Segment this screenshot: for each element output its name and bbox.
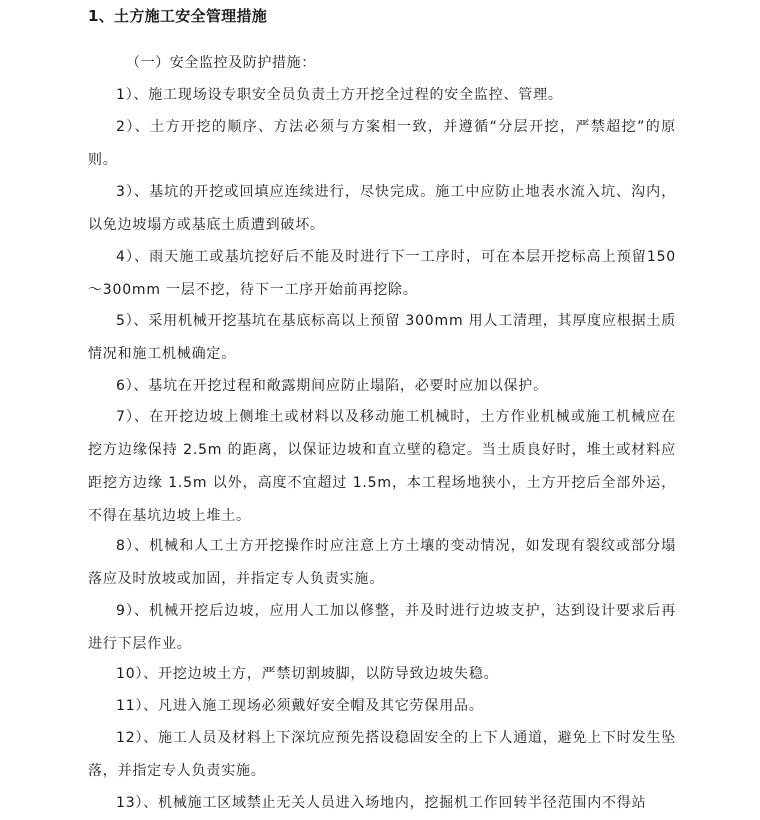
- subheading: （一）安全监控及防护措施：: [126, 55, 316, 71]
- paragraph-3: 3）、基坑的开挖或回填应连续进行，尽快完成。施工中应防止地表水流入坑、沟内，以免边坡塌方或基底土质遭到破坏。: [88, 184, 676, 233]
- paragraph-1: 1）、施工现场设专职安全员负责土方开挖全过程的安全监控、管理。: [116, 87, 563, 103]
- section-title: 1、土方施工安全管理措施: [88, 7, 268, 25]
- paragraph-10: 10）、开挖边坡土方，严禁切割坡脚，以防导致边坡失稳。: [116, 666, 499, 682]
- paragraph-11: 11）、凡进入施工现场必须戴好安全帽及其它劳保用品。: [116, 698, 484, 714]
- paragraph-8: 8）、机械和人工土方开挖操作时应注意上方土壤的变动情况，如发现有裂纹或部分塌落应及时放坡或加固，并指定专人负责实施。: [88, 538, 676, 587]
- paragraph-7: 7）、在开挖边坡上侧堆土或材料以及移动施工机械时，土方作业机械或施工机械应在挖方边缘保持 2.5m 的距离，以保证边坡和直立壁的稳定。当土质良好时，堆土或材料应距挖方边缘 1.5m 以外，高度不宜超过 1.5m，本工程场地狭小，土方开挖后全部外运，不得在基坑边坡上堆土。: [88, 409, 676, 524]
- paragraph-5: 5）、采用机械开挖基坑在基底标高以上预留 300mm 用人工清理，其厚度应根据土质情况和施工机械确定。: [88, 313, 676, 362]
- paragraph-6: 6）、基坑在开挖过程和敞露期间应防止塌陷，必要时应加以保护。: [116, 378, 548, 394]
- paragraph-2: 2）、土方开挖的顺序、方法必须与方案相一致，并遵循“分层开挖，严禁超挖”的原则。: [88, 119, 676, 168]
- paragraph-9: 9）、机械开挖后边坡，应用人工加以修整，并及时进行边坡支护，达到设计要求后再进行下层作业。: [88, 603, 676, 652]
- paragraph-4: 4）、雨天施工或基坑挖好后不能及时进行下一工序时，可在本层开挖标高上预留150～300mm 一层不挖，待下一工序开始前再挖除。: [88, 249, 676, 298]
- paragraph-13: 13）、机械施工区域禁止无关人员进入场地内，挖掘机工作回转半径范围内不得站: [116, 795, 647, 811]
- paragraph-12: 12）、施工人员及材料上下深坑应预先搭设稳固安全的上下人通道，避免上下时发生坠落，并指定专人负责实施。: [88, 730, 677, 779]
